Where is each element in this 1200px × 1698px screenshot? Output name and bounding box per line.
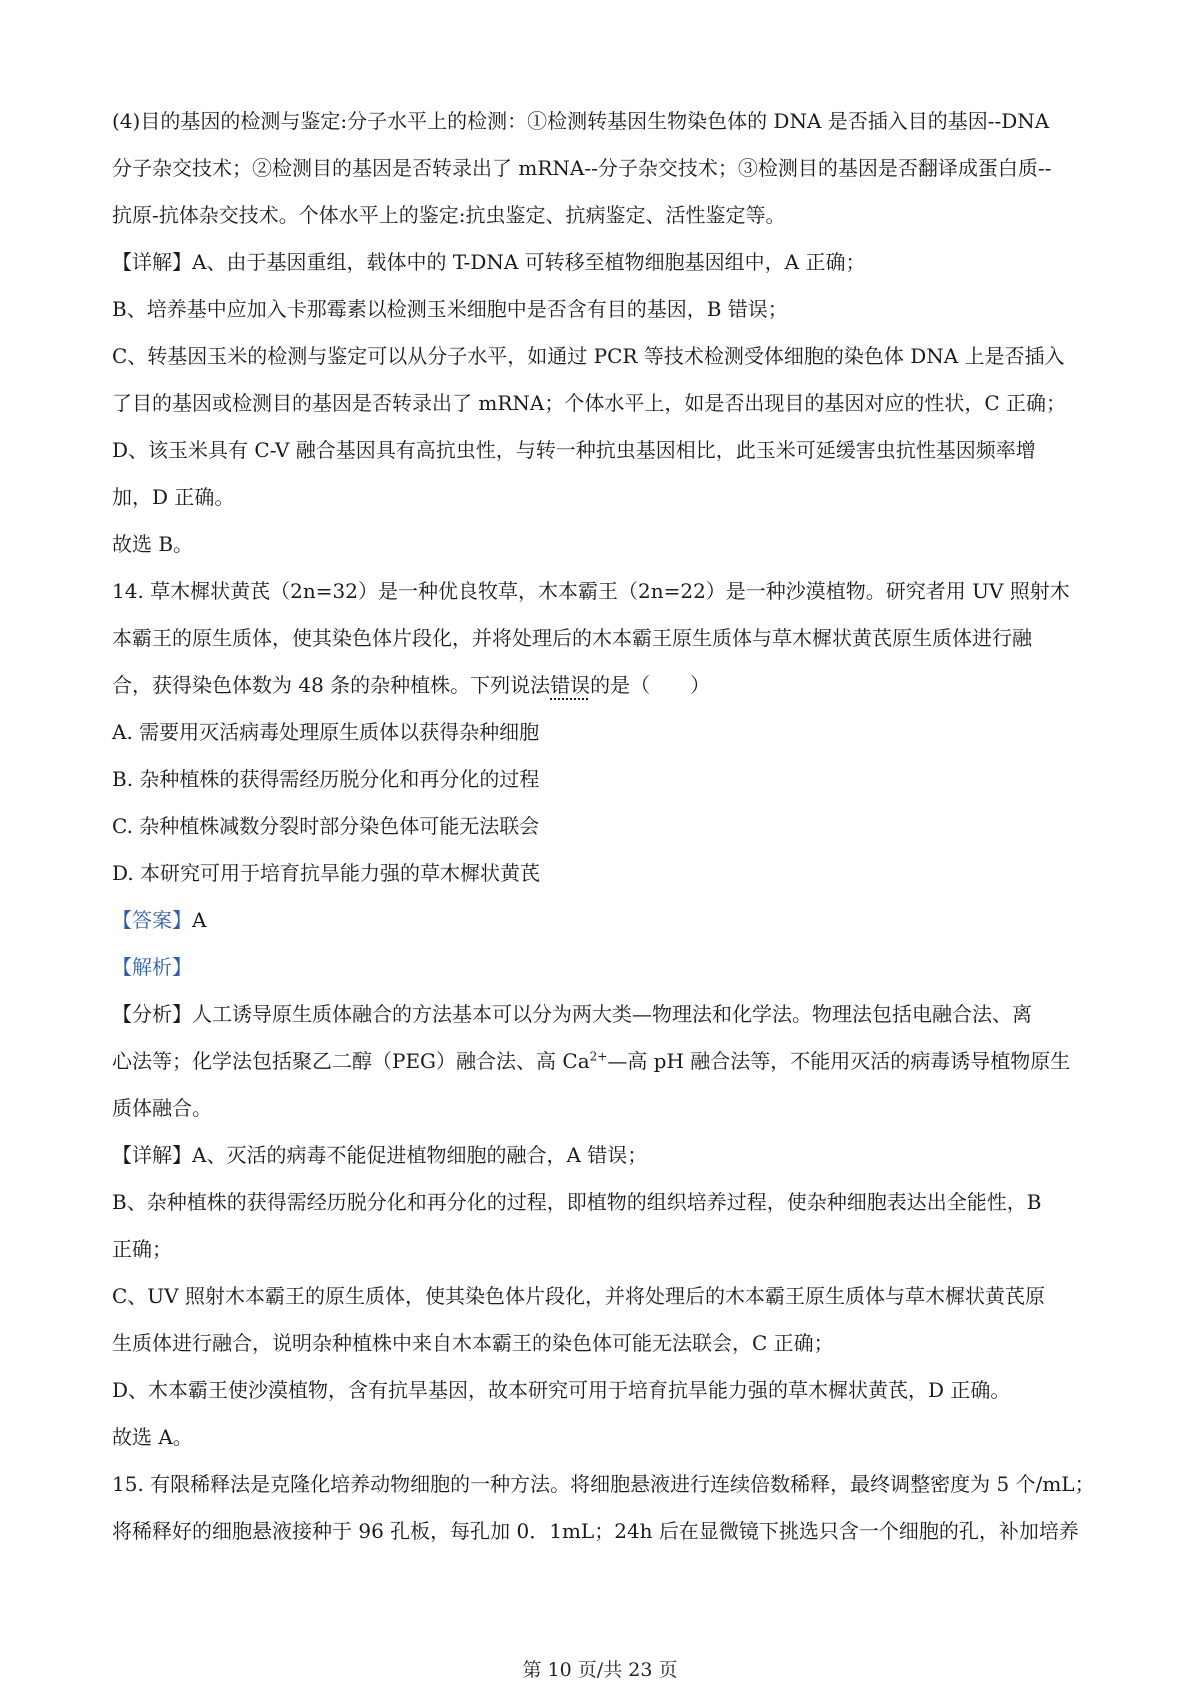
option-c: C. 杂种植株减数分裂时部分染色体可能无法联会 <box>112 814 540 838</box>
option-a: A. 需要用灭活病毒处理原生质体以获得杂种细胞 <box>112 720 540 744</box>
analysis-line: 质体融合。 <box>112 1096 212 1120</box>
question-14-stem: 本霸王的原生质体，使其染色体片段化，并将处理后的木本霸王原生质体与草木樨状黄芪原生质体进行融 <box>112 626 1032 650</box>
text-line: 了目的基因或检测目的基因是否转录出了 mRNA；个体水平上，如是否出现目的基因对应的性状，C 正确； <box>112 391 1066 415</box>
text-line: 【详解】A、由于基因重组，载体中的 T-DNA 可转移至植物细胞基因组中，A 正确； <box>112 250 866 274</box>
text-line: 故选 B。 <box>112 532 194 556</box>
analysis-text: 心法等；化学法包括聚乙二醇（PEG）融合法、高 Ca <box>112 1049 590 1073</box>
stem-text: 合，获得染色体数为 48 条的杂种植株。下列说法 <box>112 673 551 697</box>
question-14-stem <box>112 662 1102 709</box>
question-14-stem: 14. 草木樨状黄芪（2n=32）是一种优良牧草，木本霸王（2n=22）是一种沙漠植物。研究者用 UV 照射木 <box>112 579 1070 603</box>
text-line: B、培养基中应加入卡那霉素以检测玉米细胞中是否含有目的基因，B 错误； <box>112 297 788 321</box>
text-line: 抗原-抗体杂交技术。个体水平上的鉴定:抗虫鉴定、抗病鉴定、活性鉴定等。 <box>112 203 786 227</box>
detail-line: 【详解】A、灭活的病毒不能促进植物细胞的融合，A 错误； <box>112 1143 648 1167</box>
analysis-text: —高 pH 融合法等，不能用灭活的病毒诱导植物原生 <box>607 1049 1071 1073</box>
detail-line: D、木本霸王使沙漠植物，含有抗旱基因，故本研究可用于培育抗旱能力强的草木樨状黄芪，D 正确。 <box>112 1378 1011 1402</box>
analysis-label: 【解析】 <box>112 955 192 979</box>
emphasis-text: 错误 <box>550 673 591 697</box>
text-line: C、转基因玉米的检测与鉴定可以从分子水平，如通过 PCR 等技术检测受体细胞的染色体 DNA 上是否插入 <box>112 344 1065 368</box>
detail-line: 正确； <box>112 1237 172 1261</box>
text-line: 加，D 正确。 <box>112 485 235 509</box>
detail-line: 生质体进行融合，说明杂种植株中来自木本霸王的染色体可能无法联会，C 正确； <box>112 1331 834 1355</box>
option-d: D. 本研究可用于培育抗旱能力强的草木樨状黄芪 <box>112 861 541 885</box>
analysis-line <box>112 1038 1102 1085</box>
text-line: (4)目的基因的检测与鉴定:分子水平上的检测：①检测转基因生物染色体的 DNA 是否插入目的基因--DNA <box>112 109 1050 133</box>
answer-value: A <box>192 908 207 932</box>
option-b: B. 杂种植株的获得需经历脱分化和再分化的过程 <box>112 767 540 791</box>
answer-label: 【答案】 <box>112 908 192 932</box>
text-line: D、该玉米具有 C-V 融合基因具有高抗虫性，与转一种抗虫基因相比，此玉米可延缓害虫抗性基因频率增 <box>112 438 1036 462</box>
answer-line <box>112 897 1102 944</box>
page-footer: 第 10 页/共 23 页 <box>522 1659 678 1681</box>
detail-line: 故选 A。 <box>112 1425 193 1449</box>
page-content <box>112 98 1102 1555</box>
question-15-stem: 将稀释好的细胞悬液接种于 96 孔板，每孔加 0．1mL；24h 后在显微镜下挑选只含一个细胞的孔，补加培养 <box>112 1519 1079 1543</box>
detail-line: C、UV 照射木本霸王的原生质体，使其染色体片段化，并将处理后的木本霸王原生质体与草木樨状黄芪原 <box>112 1284 1045 1308</box>
analysis-line: 【分析】人工诱导原生质体融合的方法基本可以分为两大类—物理法和化学法。物理法包括电融合法、离 <box>112 1002 1032 1026</box>
question-15-stem: 15. 有限稀释法是克隆化培养动物细胞的一种方法。将细胞悬液进行连续倍数稀释，最终调整密度为 5 个/mL； <box>112 1472 1095 1496</box>
stem-text: 的是（ ） <box>590 673 711 697</box>
detail-line: B、杂种植株的获得需经历脱分化和再分化的过程，即植物的组织培养过程，使杂种细胞表达出全能性，B <box>112 1190 1042 1214</box>
superscript: 2+ <box>589 1049 608 1064</box>
text-line: 分子杂交技术；②检测目的基因是否转录出了 mRNA--分子杂交技术；③检测目的基因是否翻译成蛋白质-- <box>112 156 1052 180</box>
analysis-heading <box>112 944 1102 991</box>
